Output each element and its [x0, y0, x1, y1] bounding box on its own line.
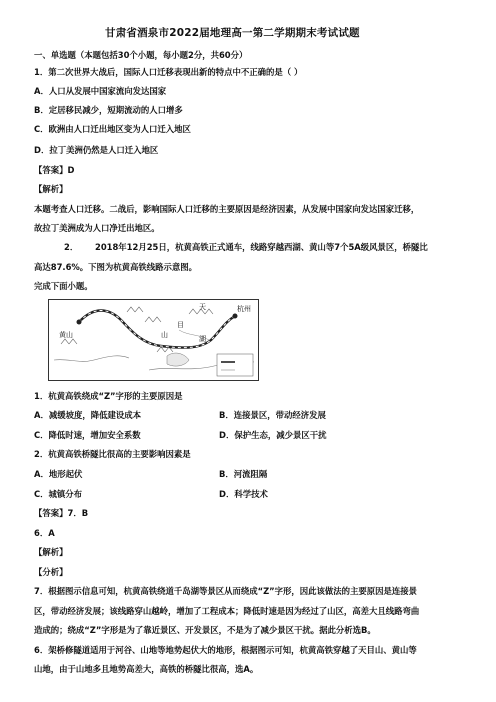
- analysis-7-line: 造成的；绕成“Z”字形是为了靠近景区、开发景区，不是为了减少景区干扰。据此分析选B。: [34, 625, 376, 635]
- analysis-7-line: 区，带动经济发展；该线路穿山越岭，增加了工程成本；降低时速是因为经过了山区，高差大且线路弯曲: [34, 606, 420, 616]
- map-label-tian: 天: [199, 303, 206, 311]
- question-2-analysis-label: 【解析】: [34, 547, 68, 557]
- question-2-answer: 【答案】7．B: [34, 508, 89, 518]
- subquestion-1-option-b: B．连接景区，带动经济发展: [219, 410, 326, 420]
- question-1-stem: 1．第二次世界大战后，国际人口迁移表现出新的特点中不正确的是（ ）: [34, 67, 303, 77]
- question-1-option-c: C．欧洲由人口迁出地区变为人口迁入地区: [34, 124, 191, 134]
- question-2-instruction: 完成下面小题。: [34, 281, 93, 291]
- subquestion-2-option-c: C．城镇分布: [34, 489, 83, 499]
- document-title: 甘肃省酒泉市2022届地理高一第二学期期末考试试题: [105, 27, 360, 39]
- analysis-6-line: 山地，由于山地多且地势高差大，高铁的桥隧比很高，选A。: [34, 664, 259, 674]
- subquestion-1-option-a: A．减缓坡度，降低建设成本: [34, 410, 141, 420]
- question-2-number: 2．: [64, 242, 79, 252]
- railway-map-drawing: [49, 300, 258, 380]
- question-2-fenxi-label: 【分析】: [34, 567, 68, 577]
- subquestion-2-option-a: A．地形起伏: [34, 469, 83, 479]
- subquestion-1-option-d: D．保护生态，减少景区干扰: [219, 430, 327, 440]
- subquestion-2-stem: 2．杭黄高铁桥隧比很高的主要影响因素是: [34, 449, 191, 459]
- map-label-shan: 山: [161, 331, 168, 339]
- analysis-7-line: 7．根据图示信息可知，杭黄高铁绕道千岛湖等景区从而绕成“Z”字形，因此该做法的主要原因是连接景: [34, 586, 418, 596]
- question-2-answer-second: 6．A: [34, 528, 55, 538]
- map-label-hangzhou: 杭州: [237, 305, 251, 313]
- subquestion-2-option-b: B．河流阻隔: [219, 469, 268, 479]
- question-2-intro-line: 高达87.6%。下图为杭黄高铁线路示意图。: [34, 262, 198, 272]
- map-label-huangshan: 黄山: [59, 331, 73, 339]
- question-1-answer: 【答案】D: [34, 165, 75, 175]
- question-2-intro-line: 2018年12月25日，杭黄高铁正式通车，线路穿越西湖、黄山等7个5A级风景区，桥隧比: [95, 242, 428, 252]
- map-label-hu: 湖: [199, 335, 206, 343]
- subquestion-2-option-d: D．科学技术: [219, 489, 268, 499]
- question-1-option-d: D．拉丁美洲仍然是人口迁入地区: [34, 145, 159, 155]
- question-1-analysis-line: 故拉丁美洲成为人口净迁出地区。: [34, 223, 160, 233]
- question-1-option-a: A．人口从发展中国家流向发达国家: [34, 86, 167, 96]
- map-label-mu: 目: [177, 321, 184, 329]
- railway-map: [48, 299, 259, 381]
- subquestion-1-option-c: C．降低时速，增加安全系数: [34, 430, 141, 440]
- question-1-analysis-label: 【解析】: [34, 184, 68, 194]
- question-1-option-b: B．定居移民减少，短期流动的人口增多: [34, 105, 183, 115]
- analysis-6-line: 6．架桥修隧道适用于河谷、山地等地势起伏大的地形，根据图示可知，杭黄高铁穿越了天目山、黄山等: [34, 645, 417, 655]
- question-1-analysis-line: 本题考查人口迁移。二战后，影响国际人口迁移的主要原因是经济因素，从发展中国家向发达国家迁移，: [34, 204, 420, 214]
- section-heading: 一、单选题（本题包括30个小题，每小题2分，共60分）: [34, 50, 248, 60]
- subquestion-1-stem: 1．杭黄高铁绕成“Z”字形的主要原因是: [34, 391, 183, 401]
